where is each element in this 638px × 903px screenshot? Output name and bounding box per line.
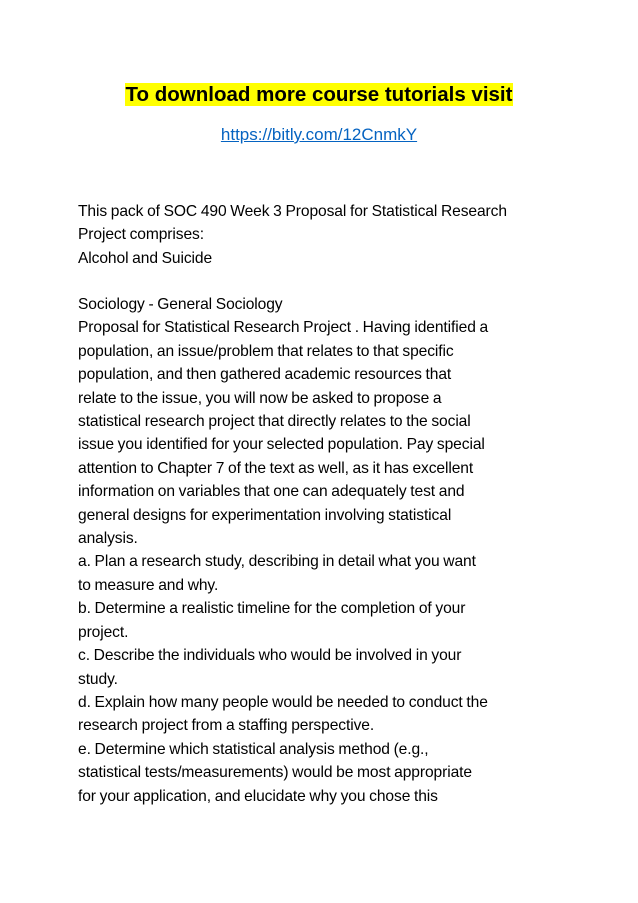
task-item-e: e. Determine which statistical analysis method (e.g., xyxy=(78,740,429,758)
description-line: population, and then gathered academic resources that xyxy=(78,366,452,384)
task-item-a: a. Plan a research study, describing in detail what you want xyxy=(78,553,476,571)
task-item-d: d. Explain how many people would be needed to conduct the xyxy=(78,693,488,711)
description-line: Proposal for Statistical Research Project . Having identified a xyxy=(78,319,489,337)
task-item-e-cont: statistical tests/measurements) would be most appropriate xyxy=(78,764,472,782)
task-item-e-cont: for your application, and elucidate why you chose this xyxy=(78,787,438,805)
download-heading xyxy=(0,81,638,109)
description-line: statistical research project that directly relates to the social xyxy=(78,413,471,431)
intro-line: This pack of SOC 490 Week 3 Proposal for Statistical Research xyxy=(78,203,507,220)
intro-line: Project comprises: xyxy=(78,226,204,244)
course-category: Sociology - General Sociology xyxy=(78,296,283,313)
task-item-d-cont: research project from a staffing perspective. xyxy=(78,717,375,735)
description-line: general designs for experimentation involving statistical xyxy=(78,506,452,524)
description-line: relate to the issue, you will now be asked to propose a xyxy=(78,389,442,407)
assignment-description xyxy=(78,293,578,808)
task-item-b-cont: project. xyxy=(78,623,129,641)
task-item-c: c. Describe the individuals who would be involved in your xyxy=(78,647,462,665)
description-line: analysis. xyxy=(78,530,138,548)
description-line: attention to Chapter 7 of the text as well, as it has excellent xyxy=(78,459,474,477)
task-item-c-cont: study. xyxy=(78,670,118,688)
task-item-a-cont: to measure and why. xyxy=(78,576,219,594)
intro-line: Alcohol and Suicide xyxy=(78,249,213,267)
task-item-b: b. Determine a realistic timeline for the completion of your xyxy=(78,600,466,618)
description-line: issue you identified for your selected population. Pay special xyxy=(78,436,485,454)
description-line: information on variables that one can adequately test and xyxy=(78,483,465,501)
download-heading-text: To download more course tutorials visit xyxy=(125,83,513,106)
description-line: population, an issue/problem that relates to that specific xyxy=(78,342,454,360)
intro-paragraph xyxy=(78,200,578,270)
tutorial-link[interactable]: https://bitly.com/12CnmkY xyxy=(220,125,418,144)
